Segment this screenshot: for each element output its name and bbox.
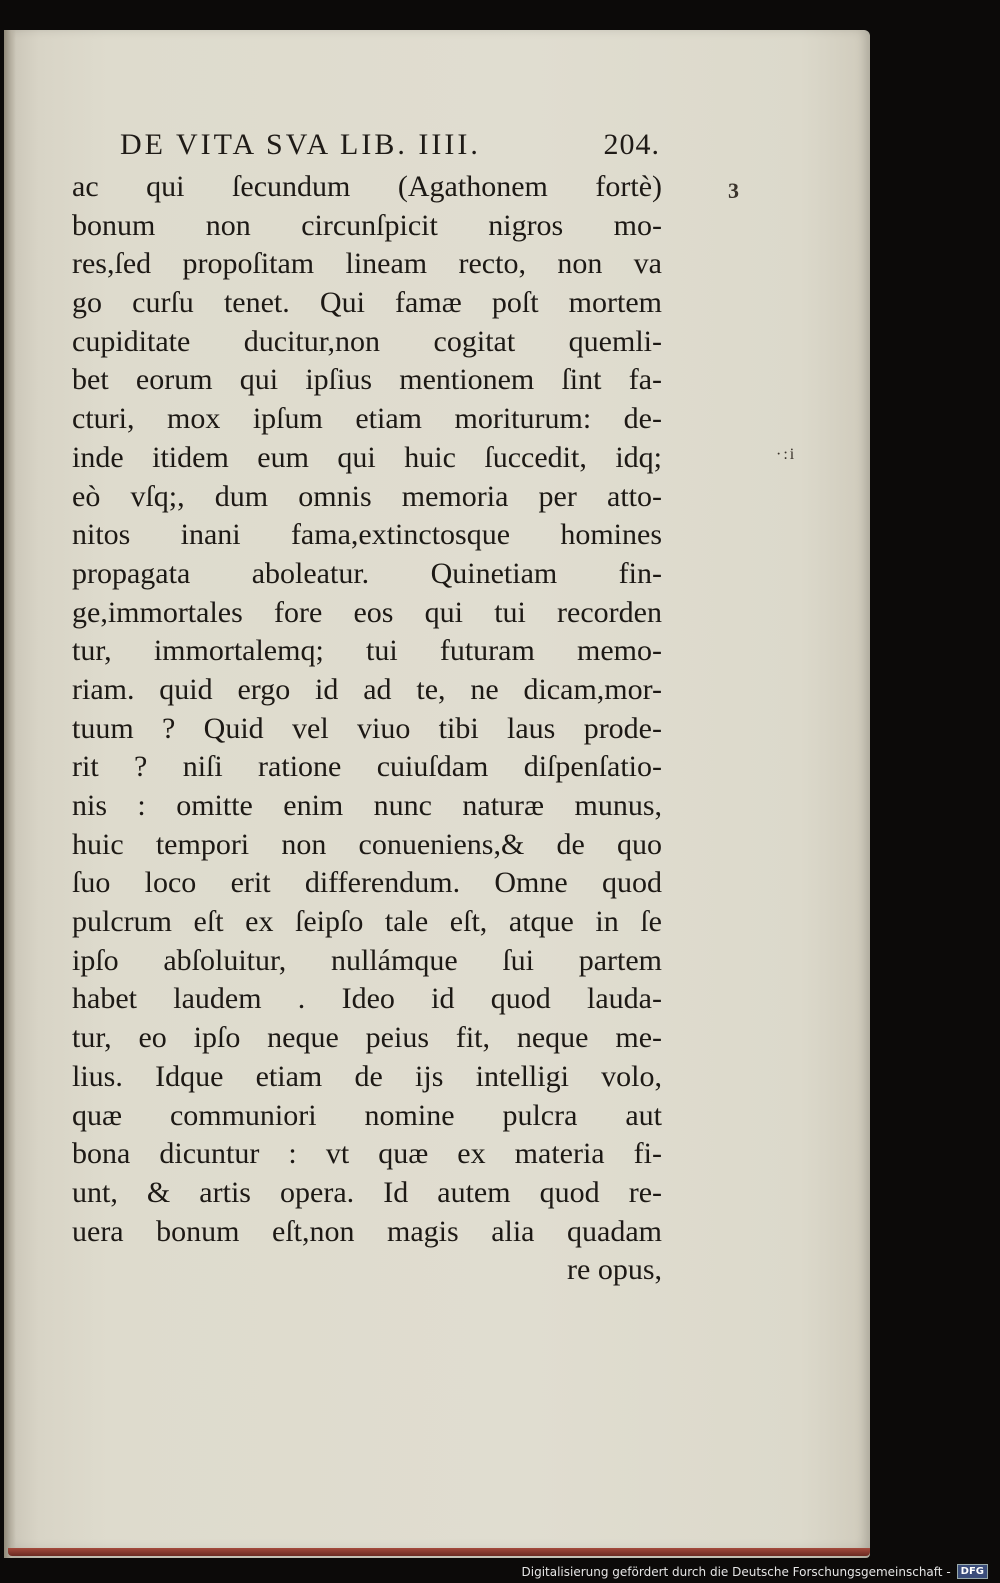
- text-line: habet laudem . Ideo id quod lauda-: [72, 982, 662, 1016]
- text-line: pulcrum eſt ex ſeipſo tale eſt, atque in ſe: [72, 905, 662, 939]
- text-line: eò vſq;, dum omnis memoria per atto-: [72, 479, 662, 513]
- text-line: bet eorum qui ipſius mentionem ſint fa-: [72, 363, 662, 397]
- text-line: res,ſed propoſitam lineam recto, non va: [72, 247, 662, 281]
- page-number: 204.: [603, 128, 660, 161]
- text-line: cupiditate ducitur,non cogitat quemli-: [72, 324, 662, 358]
- text-line: ac qui ſecundum (Agathonem fortè): [72, 170, 662, 203]
- text-line: tur, eo ipſo neque peius fit, neque me-: [72, 1021, 662, 1055]
- text-line: inde itidem eum qui huic ſuccedit, idq;: [72, 440, 662, 474]
- text-line: propagata aboleatur. Quinetiam fin-: [72, 556, 662, 590]
- page-binding-edge: [4, 30, 16, 1558]
- margin-mark-middle: ·:i: [776, 446, 797, 463]
- text-line: ge,immortales fore eos qui tui recorden: [72, 595, 662, 629]
- text-line: bona dicuntur : vt quæ ex materia fi-: [72, 1137, 662, 1171]
- text-line: tuum ? Quid vel viuo tibi laus prode-: [72, 711, 662, 745]
- running-head: [120, 128, 660, 162]
- text-line: bonum non circunſpicit nigros mo-: [72, 208, 662, 242]
- text-line: ipſo abſoluitur, nullámque ſui partem: [72, 943, 662, 977]
- text-line: huic tempori non conueniens,& de quo: [72, 827, 662, 861]
- text-line: lius. Idque etiam de ijs intelligi volo,: [72, 1059, 662, 1093]
- footer-credit: [522, 1564, 989, 1579]
- text-line: uera bonum eſt,non magis alia quadam: [72, 1214, 662, 1248]
- text-line: ſuo loco erit differendum. Omne quod: [72, 866, 662, 900]
- text-line: nitos inani fama,extinctosque homines: [72, 518, 662, 552]
- book-bottom-edge: [8, 1548, 870, 1556]
- running-head-title: DE VITA SVA LIB. IIII.: [120, 128, 481, 161]
- text-line: unt, & artis opera. Id autem quod re-: [72, 1175, 662, 1209]
- text-line: cturi, mox ipſum etiam moriturum: de-: [72, 402, 662, 436]
- footer-credit-text: Digitalisierung gefördert durch die Deutsche Forschungsgemeinschaft -: [521, 1564, 951, 1579]
- body-text: [72, 168, 662, 1290]
- dfg-logo: DFG: [957, 1564, 988, 1579]
- text-line: nis : omitte enim nunc naturæ munus,: [72, 789, 662, 822]
- text-line: tur, immortalemq; tui futuram memo-: [72, 634, 662, 668]
- text-line: go curſu tenet. Qui famæ poſt mortem: [72, 286, 662, 320]
- margin-mark-top: 3: [728, 178, 739, 203]
- text-line: quæ communiori nomine pulcra aut: [72, 1098, 662, 1132]
- text-line: rit ? niſi ratione cuiuſdam diſpenſatio-: [72, 750, 662, 784]
- text-line: riam. quid ergo id ad te, ne dicam,mor-: [72, 672, 662, 706]
- text-line: re opus,: [567, 1253, 662, 1287]
